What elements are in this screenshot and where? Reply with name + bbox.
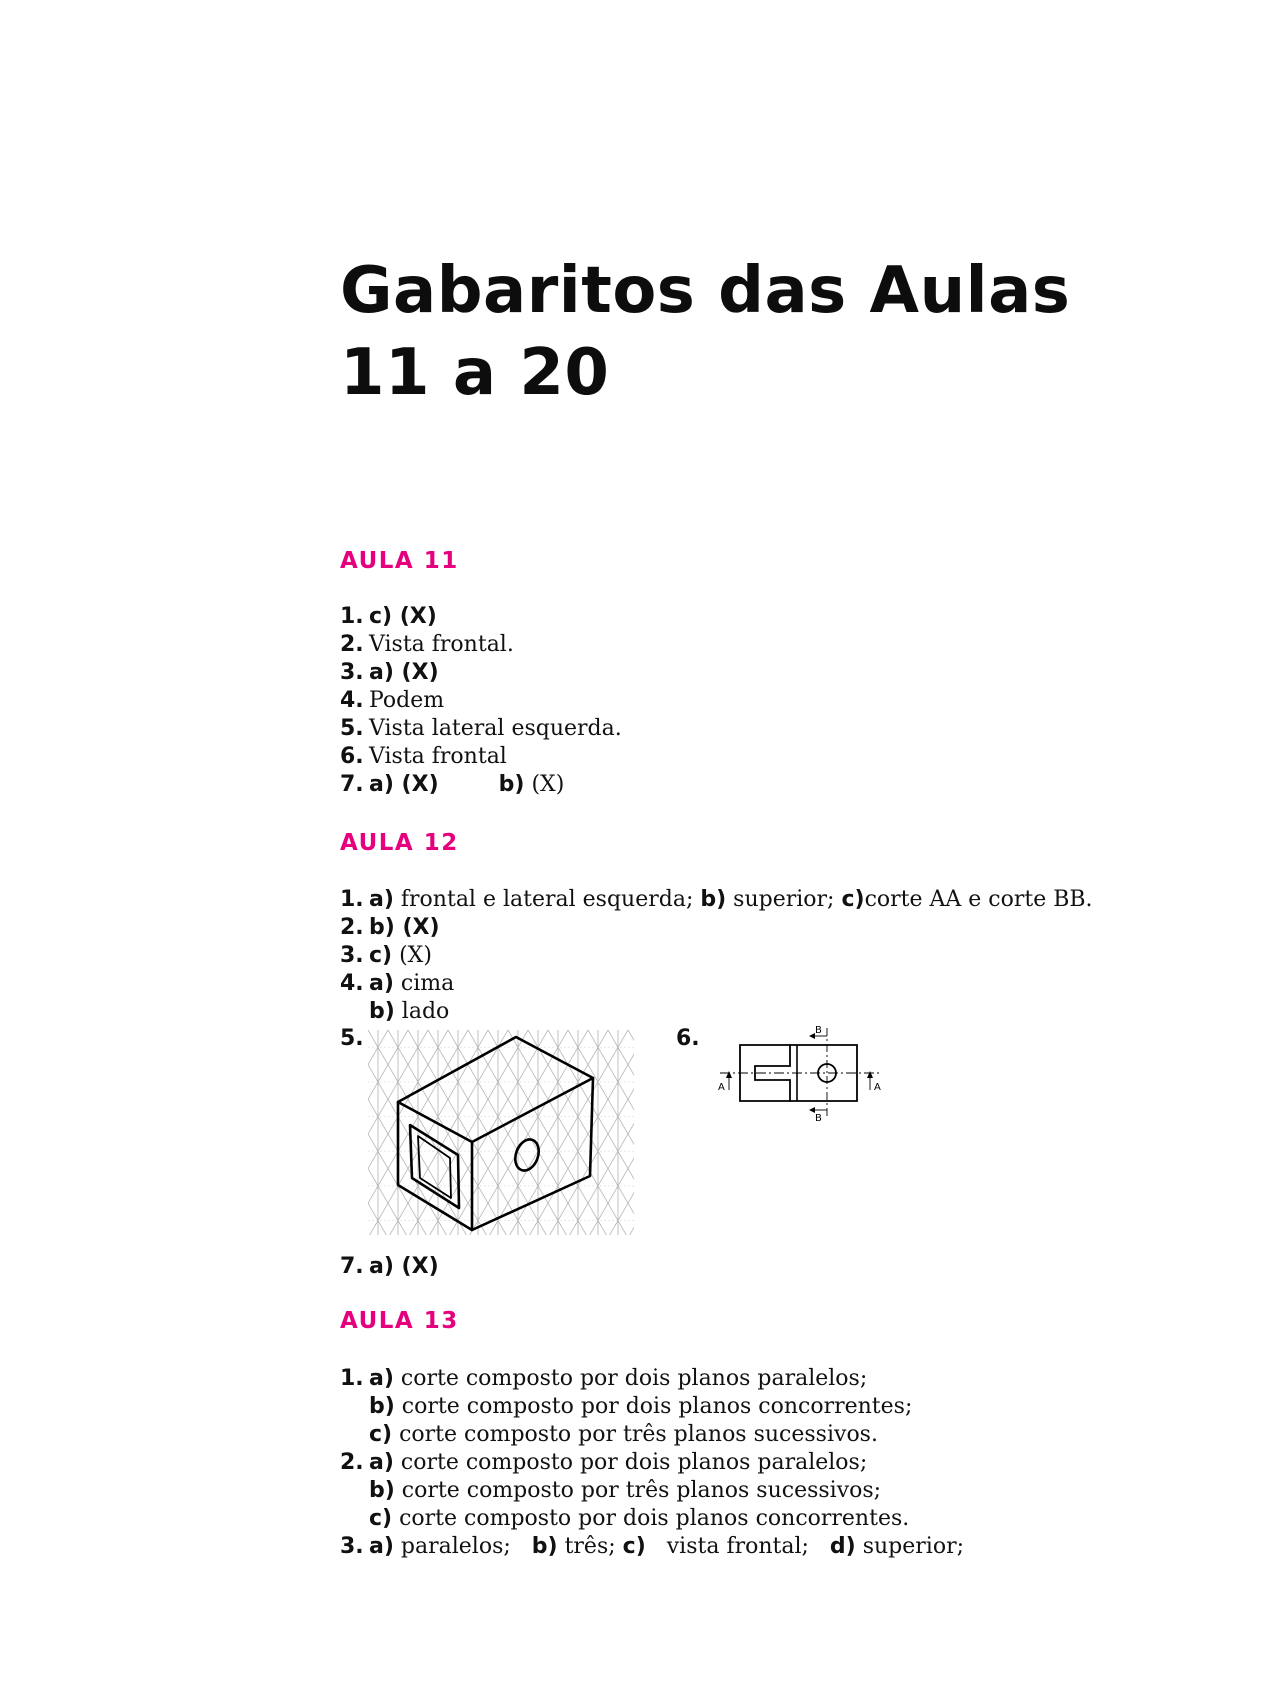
aula-12-heading: AULA 12 xyxy=(340,830,459,856)
label-d: d) xyxy=(829,1534,856,1559)
q-number: 2. xyxy=(340,632,364,657)
answer-b-label: b) xyxy=(498,772,525,797)
label-c: c) xyxy=(841,887,865,912)
label-b: b) xyxy=(369,1478,395,1503)
text-b: superior; xyxy=(726,887,835,912)
text-c: corte composto por três planos sucessivos. xyxy=(392,1422,878,1447)
label-b: b) xyxy=(700,887,727,912)
label-a: a) xyxy=(369,1450,394,1475)
aula12-q6-number: 6. xyxy=(676,1026,700,1051)
aula13-q1b xyxy=(340,1393,912,1421)
aula13-q1a xyxy=(340,1365,867,1393)
aula12-q2 xyxy=(340,914,440,942)
answer: c) (X) xyxy=(369,604,437,629)
q-number: 3. xyxy=(340,943,364,968)
aula12-q4a xyxy=(340,970,454,998)
aula13-q2b xyxy=(340,1477,881,1505)
section-label-a-left: A xyxy=(718,1082,725,1093)
text-a: paralelos; xyxy=(393,1534,511,1559)
isometric-block-sketch xyxy=(368,1030,634,1235)
aula11-q6 xyxy=(340,743,507,771)
answer-a: a) (X) xyxy=(369,772,439,797)
label-a: a) xyxy=(369,887,394,912)
answer: Vista frontal xyxy=(369,744,507,769)
section-label-a-right: A xyxy=(874,1082,881,1093)
q-number: 5. xyxy=(340,716,364,741)
aula-13-heading: AULA 13 xyxy=(340,1308,459,1334)
q-number: 1. xyxy=(340,1366,364,1391)
q-number: 7. xyxy=(340,772,364,797)
page-title xyxy=(340,250,1070,414)
q-number: 6. xyxy=(340,744,364,769)
section-view-drawing xyxy=(715,1018,890,1128)
answer: Vista frontal. xyxy=(369,632,514,657)
text-a: cima xyxy=(393,971,455,996)
text-b: lado xyxy=(394,999,450,1024)
aula-11-heading: AULA 11 xyxy=(340,548,459,574)
label-a: a) xyxy=(369,971,394,996)
text-c: corte AA e corte BB. xyxy=(864,887,1093,912)
q-number: 2. xyxy=(340,1450,364,1475)
aula12-q3 xyxy=(340,942,432,970)
aula13-q2a xyxy=(340,1449,867,1477)
text-a: corte composto por dois planos paralelos; xyxy=(393,1450,868,1475)
label-b: b) xyxy=(369,1394,395,1419)
label-a: a) xyxy=(369,1534,394,1559)
label-c: c) xyxy=(369,1506,393,1531)
aula12-q7 xyxy=(340,1253,439,1281)
aula11-q7 xyxy=(340,771,564,799)
q-number: 7. xyxy=(340,1254,364,1279)
answer-b-text: (X) xyxy=(524,772,565,797)
q-number: 2. xyxy=(340,915,364,940)
aula11-q3 xyxy=(340,659,439,687)
text-a: corte composto por dois planos paralelos; xyxy=(393,1366,868,1391)
answer: Vista lateral esquerda. xyxy=(369,716,622,741)
aula11-q4 xyxy=(340,687,444,715)
answer: b) (X) xyxy=(369,915,440,940)
q-number: 3. xyxy=(340,1534,364,1559)
section-label-b-top: B xyxy=(815,1025,822,1036)
q-number: 3. xyxy=(340,660,364,685)
label-c: c) xyxy=(622,1534,646,1559)
aula13-q3 xyxy=(340,1533,964,1561)
title-line-1: Gabaritos das Aulas xyxy=(340,254,1071,328)
text-a: frontal e lateral esquerda; xyxy=(393,887,694,912)
q-number: 4. xyxy=(340,688,364,713)
aula13-q2c xyxy=(340,1505,909,1533)
aula12-q4b xyxy=(340,998,449,1026)
answer: (X) xyxy=(392,943,432,968)
q-number: 4. xyxy=(340,971,364,996)
answer: Podem xyxy=(369,688,445,713)
aula12-q1 xyxy=(340,886,1093,914)
aula13-q1c xyxy=(340,1421,878,1449)
label-c: c) xyxy=(369,1422,393,1447)
aula11-q2 xyxy=(340,631,514,659)
answer: a) (X) xyxy=(369,660,439,685)
label-a: a) xyxy=(369,1366,394,1391)
aula11-q1 xyxy=(340,603,437,631)
label-b: b) xyxy=(369,999,395,1024)
text-b: três; xyxy=(557,1534,616,1559)
aula12-q5-number: 5. xyxy=(340,1026,364,1051)
answer: a) (X) xyxy=(369,1254,439,1279)
text-d: superior; xyxy=(855,1534,965,1559)
label: c) xyxy=(369,943,393,968)
label-b: b) xyxy=(531,1534,558,1559)
section-label-b-bottom: B xyxy=(815,1113,822,1124)
title-line-2: 11 a 20 xyxy=(340,336,610,410)
aula11-q5 xyxy=(340,715,622,743)
text-c: corte composto por dois planos concorrentes. xyxy=(392,1506,910,1531)
text-b: corte composto por dois planos concorrentes; xyxy=(394,1394,913,1419)
q-number: 1. xyxy=(340,887,364,912)
text-b: corte composto por três planos sucessivos; xyxy=(394,1478,882,1503)
q-number: 1. xyxy=(340,604,364,629)
text-c: vista frontal; xyxy=(666,1534,809,1559)
